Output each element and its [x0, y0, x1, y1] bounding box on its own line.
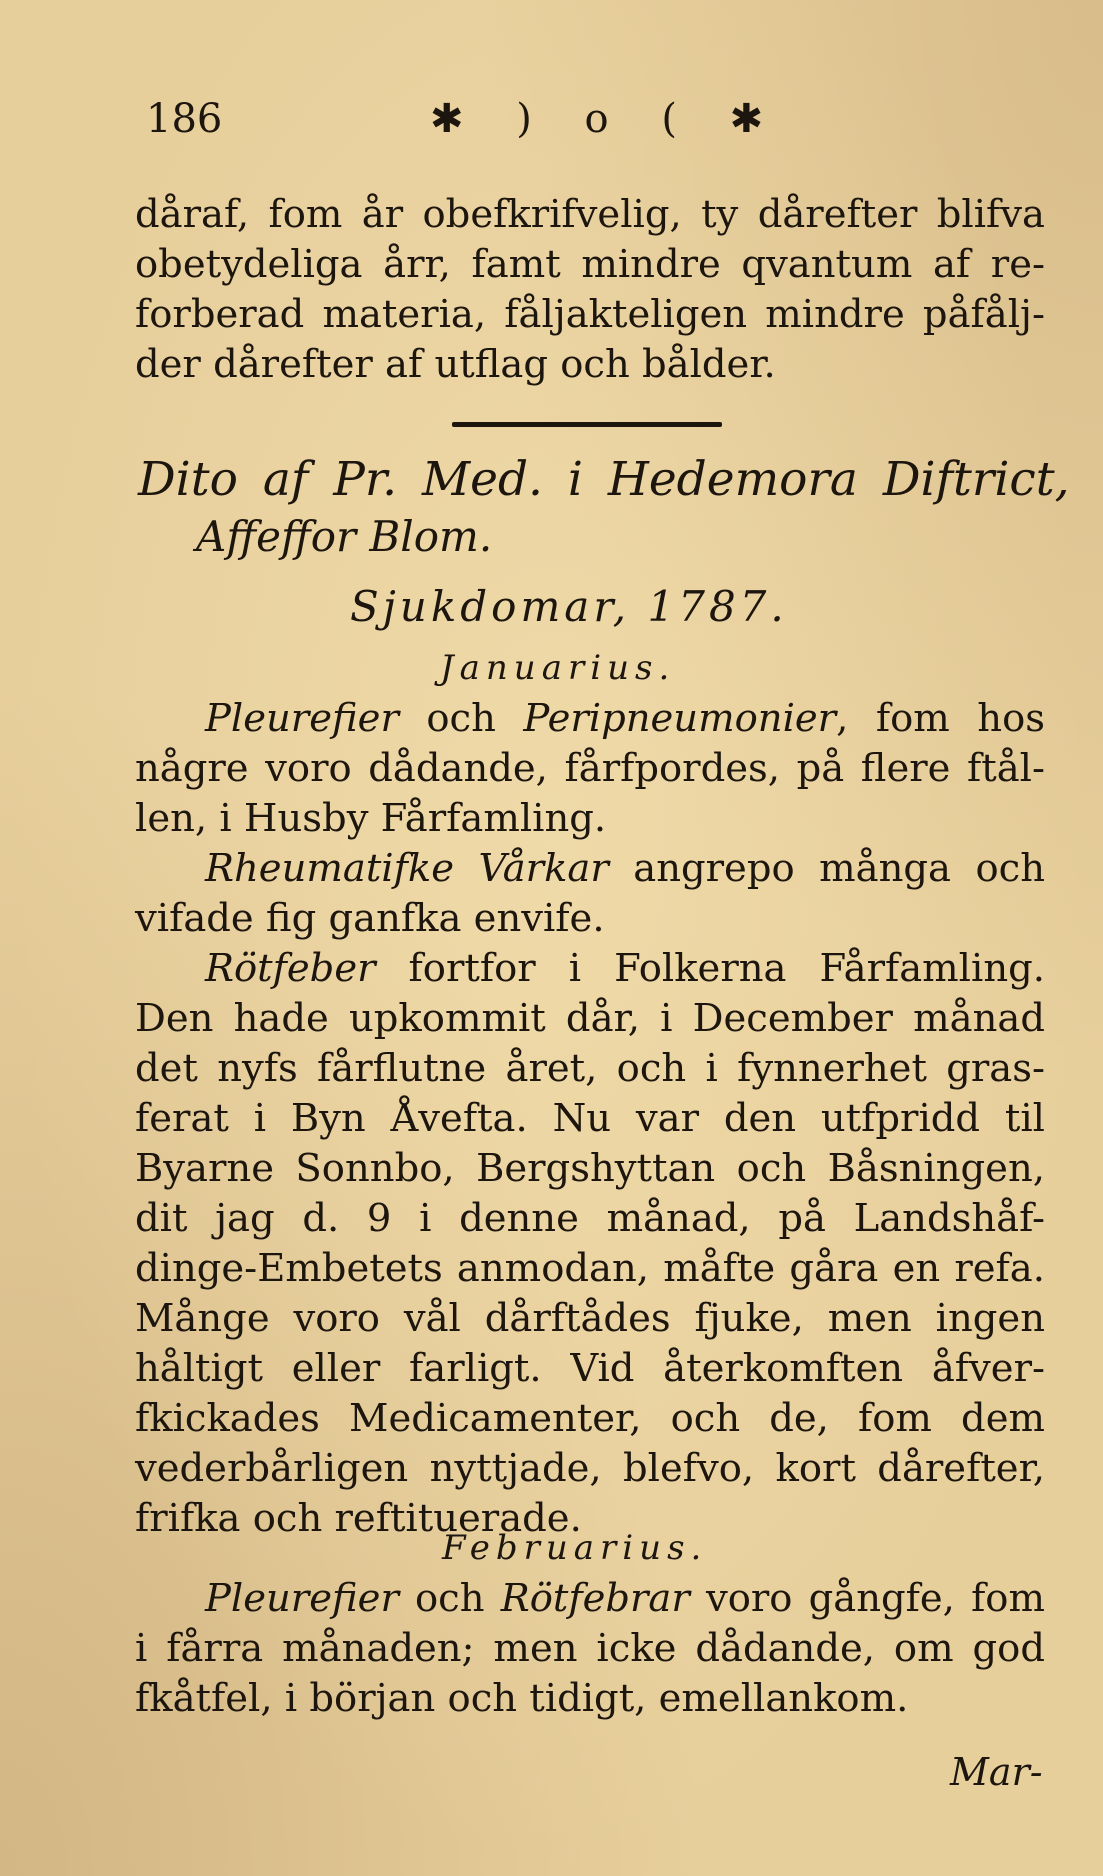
header-ornament: ✱ ) o ( ✱ [430, 96, 784, 142]
text-line: dit jag d. 9 i denne månad, på Landshåf- [135, 1196, 1045, 1241]
section-subtitle: Sjukdomar, 1787. [350, 582, 788, 631]
text-line: der dårefter af utflag och bålder. [135, 342, 776, 387]
text-line: fkåtfel, i början och tidigt, emellankom. [135, 1676, 909, 1721]
intro-paragraph [135, 190, 1045, 390]
section-author: Affeffor Blom. [196, 512, 493, 561]
catchword: Mar- [950, 1750, 1043, 1794]
text-line: frifka och reftituerade. [135, 1496, 582, 1541]
text-line: Rheumatifke Vårkar angrepo många och [205, 846, 1045, 891]
text-line: det nyfs fårflutne året, och i fynnerhet gras- [135, 1046, 1045, 1091]
text-line: Den hade upkommit dår, i December månad [135, 996, 1045, 1041]
text-line: ferat i Byn Åvefta. Nu var den utfpridd til [135, 1096, 1045, 1141]
text-line: Pleurefier och Peripneumonier, fom hos [205, 696, 1045, 741]
text-line: len, i Husby Fårfamling. [135, 796, 607, 841]
section-title: Dito af Pr. Med. i Hedemora Diftrict, [138, 452, 1070, 507]
text-line: någre voro dådande, fårfpordes, på flere ftål- [135, 746, 1045, 791]
text-line: obetydeliga årr, famt mindre qvantum af re- [135, 242, 1045, 287]
disease-term: Pleurefier [205, 1576, 399, 1621]
disease-term: Rötfeber [205, 946, 376, 991]
page-header [140, 96, 940, 156]
disease-term: Rötfebrar [500, 1576, 690, 1621]
month-heading-februarius: Februarius. [442, 1528, 708, 1568]
text-line: dåraf, fom år obefkrifvelig, ty dårefter blifva [135, 192, 1045, 237]
januarius-text [135, 694, 1045, 1544]
text-line: Pleurefier och Rötfebrar voro gångfe, fom [205, 1576, 1045, 1621]
text-line: vederbårligen nyttjade, blefvo, kort dårefter, [135, 1446, 1045, 1491]
month-heading-januarius: Januarius. [440, 648, 676, 688]
section-divider [452, 422, 722, 427]
text-line: forberad materia, fåljakteligen mindre påfålj- [135, 292, 1045, 337]
disease-term: Rheumatifke Vårkar [205, 846, 609, 891]
disease-term: Peripneumonier [523, 696, 837, 741]
text-line: vifade fig ganfka envife. [135, 896, 605, 941]
disease-term: Pleurefier [205, 696, 399, 741]
text-line: Byarne Sonnbo, Bergshyttan och Båsningen, [135, 1146, 1045, 1191]
page-number: 186 [146, 96, 223, 142]
text-line: håltigt eller farligt. Vid återkomften åfver- [135, 1346, 1045, 1391]
text-line: i fårra månaden; men icke dådande, om god [135, 1626, 1045, 1671]
text-line: Månge voro vål dårftådes fjuke, men ingen [135, 1296, 1045, 1341]
text-line: dinge-Embetets anmodan, måfte gåra en refa. [135, 1246, 1045, 1291]
text-line: fkickades Medicamenter, och de, fom dem [135, 1396, 1045, 1441]
februarius-text [135, 1574, 1045, 1724]
text-line: Rötfeber fortfor i Folkerna Fårfamling. [205, 946, 1045, 991]
